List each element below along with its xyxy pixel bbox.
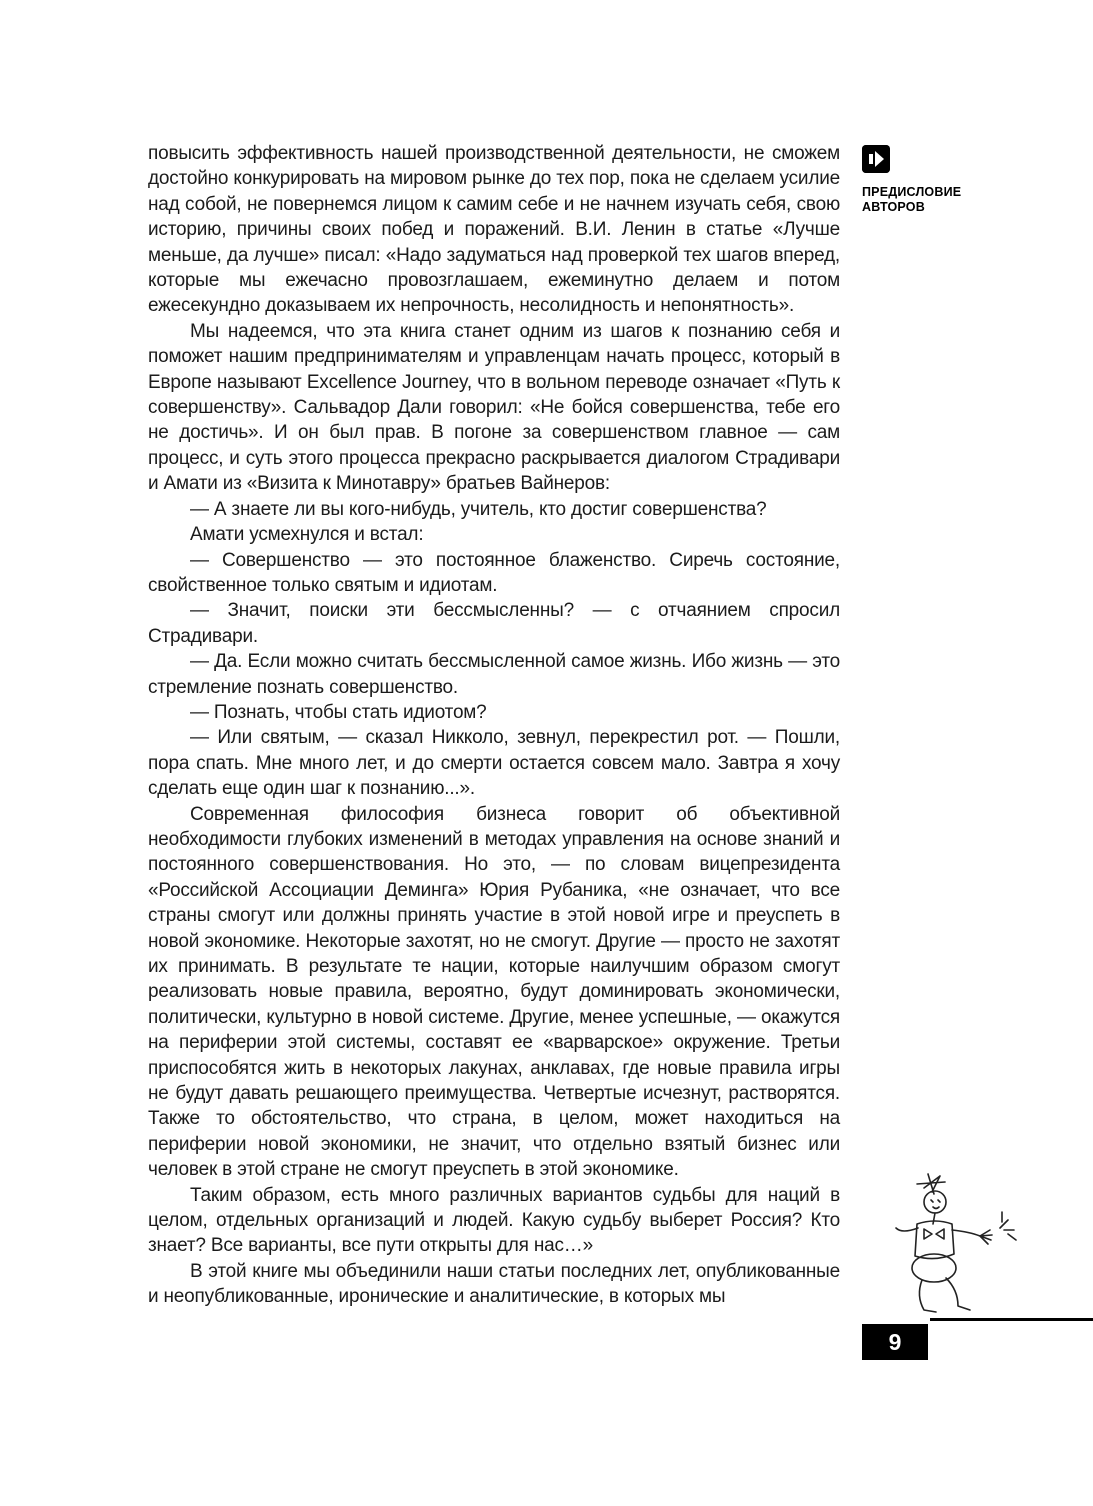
section-marker xyxy=(862,145,972,215)
page-number-value: 9 xyxy=(888,1328,902,1355)
paragraph: — Значит, поиски эти бессмысленны? — с отчаянием спросил Страдивари. xyxy=(148,600,840,647)
paragraph: Современная философия бизнеса говорит об объективной необходимости глубоких изменений в методах управления на основе знаний и постоянного совершенствования. Но это, — по словам вицепрезидента «Российской Ассоциации Деминга» Юрия Рубаника, «не означает, что все страны смогут или должны принять участие в этой новой игре и преуспеть в новой экономике. Некоторые захотят, но не смогут. Другие — просто не захотят их принимать. В результате те нации, которые наилучшим образом смогут реализовать новые правила, вероятно, будут доминировать экономически, политически, культурно в новой системе. Другие, менее успешные, — окажутся на периферии этой системы, составят ее «варварское» окружение. Третьи приспособятся жить в некоторых лакунах, анклавах, где новые правила игры не будут давать решающего преимущества. Четвертые исчезнут, растворятся. Также то обстоятельство, что страна, в целом, может находиться на периферии новой экономики, не значит, что отдельно взятый бизнес или человек в этой стране не смогут преуспеть в этой экономике. xyxy=(148,803,840,1181)
body-text xyxy=(148,141,840,1310)
paragraph: Мы надеемся, что эта книга станет одним из шагов к познанию себя и поможет нашим предпринимателям и управленцам начать процесс, который в Европе называют Excellence Journey, что в вольном переводе означает «Путь к совершенству». Сальвадор Дали говорил: «Не бойся совершенства, тебе его не достичь». И он был прав. В погоне за совершенством главное — сам процесс, и суть этого процесса прекрасно раскрывается диалогом Страдивари и Амати из «Визита к Минотавру» братьев Вайнеров: xyxy=(148,320,840,495)
footer-rule xyxy=(930,1318,1093,1321)
paragraph: — Познать, чтобы стать идиотом? xyxy=(190,701,487,723)
section-label-line1: ПРЕДИСЛОВИЕ xyxy=(862,185,962,199)
paragraph: — Или святым, — сказал Никколо, зевнул, перекрестил рот. — Пошли, пора спать. Мне много лет, и до смерти остается совсем мало. Завтра я хочу сделать еще один шаг к познанию...». xyxy=(148,727,840,800)
paragraph: — Да. Если можно считать бессмысленной самое жизнь. Ибо жизнь — это стремление познать совершенство. xyxy=(148,651,840,698)
arrow-bookmark-icon xyxy=(862,145,890,173)
paragraph: — А знаете ли вы кого-нибудь, учитель, кто достиг совершенства? xyxy=(190,498,767,520)
section-label xyxy=(862,185,972,215)
section-label-line2: АВТОРОВ xyxy=(862,200,925,214)
paragraph: — Совершенство — это постоянное блаженство. Сиречь состояние, свойственное только святым и идиотам. xyxy=(148,549,840,596)
paragraph: повысить эффективность нашей производственной деятельности, не сможем достойно конкурировать на мировом рынке до тех пор, пока не сделаем усилие над собой, не повернемся лицом к самим себе и не начнем изучать себя, свою историю, причины своих побед и поражений. В.И. Ленин в статье «Лучше меньше, да лучше» писал: «Надо задуматься над проверкой тех шагов вперед, которые мы ежечасно провозглашаем, ежеминутно делаем и потом ежесекундно доказываем их непрочность, несолидность и непонятность». xyxy=(148,143,840,317)
page-number xyxy=(862,1324,928,1360)
paragraph: Амати усмехнулся и встал: xyxy=(190,524,424,546)
paragraph: В этой книге мы объединили наши статьи последних лет, опубликованные и неопубликованные, иронические и аналитические, в которых мы xyxy=(148,1260,840,1308)
paragraph: Таким образом, есть много различных вариантов судьбы для наций в целом, отдельных организаций и людей. Какую судьбу выберет Россия? Кто знает? Все варианты, все пути открыты для нас…» xyxy=(148,1184,840,1257)
running-figure-illustration xyxy=(862,1172,1032,1322)
